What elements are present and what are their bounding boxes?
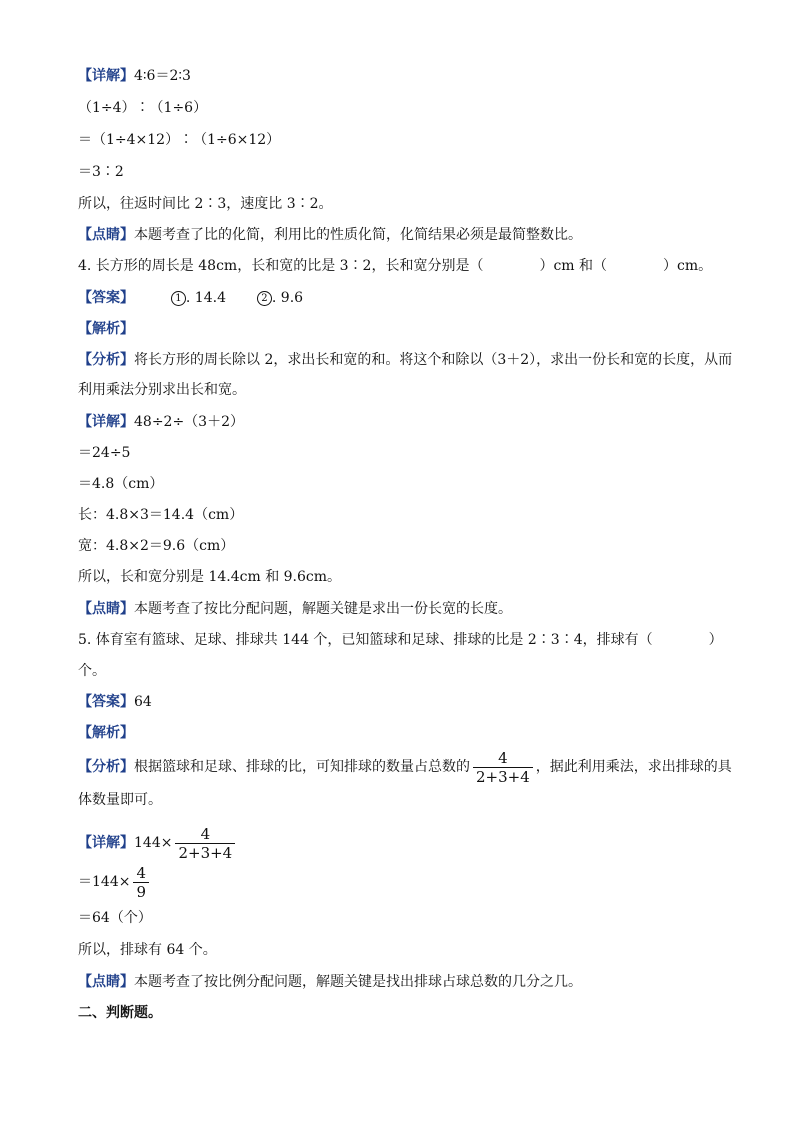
fenxi-tag: 【分析】 (78, 352, 134, 368)
calc-line: ＝（1÷4×12）∶（1÷6×12） (78, 132, 281, 148)
fenxi-text: 根据篮球和足球、排球的比，可知排球的数量占总数的 (134, 759, 470, 775)
detail-line (78, 412, 244, 432)
calc-line: ＝24÷5 (78, 445, 131, 461)
fraction-numerator: 4 (200, 824, 211, 843)
fenxi-line-2: 体数量即可。 (78, 792, 162, 808)
calc-line: ＝64（个） (78, 910, 152, 926)
fraction-denominator: 9 (133, 882, 149, 901)
answer-2: . 9.6 (271, 290, 304, 306)
note-line (78, 972, 582, 992)
answer-1: . 14.4 (185, 290, 226, 306)
note-tag: 【点睛】 (78, 601, 134, 617)
answer-value: 64 (134, 694, 152, 710)
analysis-tag: 【解析】 (78, 321, 134, 337)
detail-text: 4∶6＝2∶3 (134, 68, 191, 84)
fenxi-text-end: ，据此利用乘法，求出排球的具 (535, 759, 732, 775)
fraction-denominator: 2+3+4 (473, 767, 533, 786)
answer-tag: 【答案】 (78, 290, 134, 306)
calc-line: 长：4.8×3＝14.4（cm） (78, 507, 244, 523)
note-line (78, 599, 512, 619)
answer-line (78, 288, 303, 308)
conclusion-line: 所以，排球有 64 个。 (78, 942, 217, 958)
analysis-line (78, 723, 134, 743)
detail-tag: 【详解】 (78, 835, 134, 851)
answer-tag: 【答案】 (78, 694, 134, 710)
fenxi-line (78, 350, 732, 370)
calc-line: ＝3∶2 (78, 164, 124, 180)
fraction-numerator: 4 (498, 748, 508, 767)
fraction (473, 749, 533, 786)
calc-line (78, 862, 152, 902)
answer-number-2: 2 (257, 291, 272, 306)
note-tag: 【点睛】 (78, 974, 134, 990)
conclusion-line: 所以，长和宽分别是 14.4cm 和 9.6cm。 (78, 569, 342, 585)
note-text: 本题考查了按比例分配问题，解题关键是找出排球占球总数的几分之几。 (134, 974, 582, 990)
question-5-line-2: 个。 (78, 663, 106, 679)
conclusion-line: 所以，往返时间比 2∶3，速度比 3∶2。 (78, 196, 333, 212)
analysis-tag: 【解析】 (78, 725, 134, 741)
calc-line: 宽：4.8×2＝9.6（cm） (78, 538, 235, 554)
note-line (78, 225, 582, 245)
detail-line (78, 66, 191, 86)
fenxi-text: 将长方形的周长除以 2，求出长和宽的和。将这个和除以（3＋2），求出一份长和宽的长度，从而 (134, 352, 733, 368)
note-tag: 【点睛】 (78, 227, 134, 243)
question-5: 5. 体育室有篮球、足球、排球共 144 个，已知篮球和足球、排球的比是 2∶3∶4，排球有（ ） (78, 632, 723, 648)
detail-tag: 【详解】 (78, 68, 134, 84)
fraction-numerator: 4 (136, 863, 146, 882)
fenxi-tag: 【分析】 (78, 759, 134, 775)
fraction-denominator: 2+3+4 (175, 843, 235, 862)
fenxi-line (78, 747, 732, 787)
section-title: 二、判断题。 (78, 1005, 162, 1021)
calc-text: ＝144× (78, 874, 131, 890)
fraction (133, 864, 149, 901)
detail-text: 144× (134, 835, 173, 851)
detail-tag: 【详解】 (78, 414, 134, 430)
answer-number-1: 1 (171, 291, 186, 306)
calc-line: （1÷4）∶（1÷6） (78, 100, 208, 116)
detail-text: 48÷2÷（3＋2） (134, 414, 244, 430)
analysis-line (78, 319, 134, 339)
note-text: 本题考查了比的化简，利用比的性质化简，化简结果必须是最简整数比。 (134, 227, 582, 243)
detail-line (78, 823, 238, 863)
calc-line: ＝4.8（cm） (78, 476, 164, 492)
question-4: 4. 长方形的周长是 48cm，长和宽的比是 3∶2，长和宽分别是（ ）cm 和（ ）cm。 (78, 258, 713, 274)
note-text: 本题考查了按比分配问题，解题关键是求出一份长宽的长度。 (134, 601, 512, 617)
fenxi-line-2: 利用乘法分别求出长和宽。 (78, 382, 246, 398)
fraction (175, 825, 235, 862)
answer-line (78, 692, 152, 712)
